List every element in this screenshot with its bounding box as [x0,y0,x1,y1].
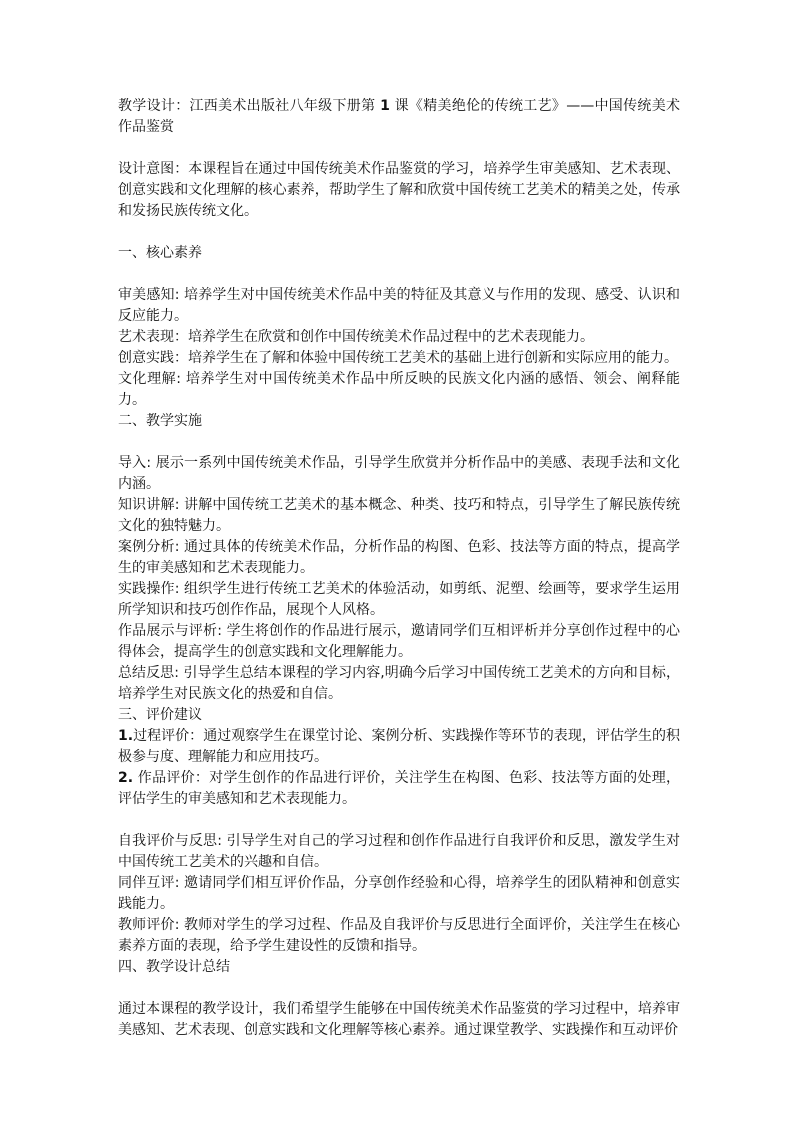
evaluation-number: 2. [118,770,134,786]
evaluation-number: 1. [118,728,134,744]
evaluation-item-process [118,726,680,768]
teaching-step-item: 作品展示与评析: 学生将创作的作品进行展示，邀请同学们互相评析并分享创作过程中的心得体会，提高学生的创意实践和文化理解能力。 [118,623,680,660]
design-intent-paragraph: 设计意图：本课程旨在通过中国传统美术作品鉴赏的学习，培养学生审美感知、艺术表现、创意实践和文化理解的核心素养，帮助学生了解和欣赏中国传统工艺美术的精美之处，传承和发扬民族传统文化。 [118,161,680,219]
section-heading-core-literacy: 一、核心素养 [118,245,202,261]
teaching-step-item: 导入: 展示一系列中国传统美术作品，引导学生欣赏并分析作品中的美感、表现手法和文化内涵。 [118,455,680,492]
teaching-step-item: 案例分析: 通过具体的传统美术作品，分析作品的构图、色彩、技法等方面的特点，提高学生的审美感知和艺术表现能力。 [118,539,680,576]
spacer [118,978,680,999]
core-literacy-item: 审美感知: 培养学生对中国传统美术作品中美的特征及其意义与作用的发现、感受、认识和反应能力。 [118,287,680,324]
spacer [118,810,680,831]
teaching-step-item: 实践操作: 组织学生进行传统工艺美术的体验活动，如剪纸、泥塑、绘画等，要求学生运用所学知识和技巧创作作品，展现个人风格。 [118,581,680,618]
spacer [118,138,680,159]
spacer [118,222,680,243]
evaluation-item: 教师评价: 教师对学生的学习过程、作品及自我评价与反思进行全面评价，关注学生在核心素养方面的表现，给予学生建设性的反馈和指导。 [118,917,680,954]
evaluation-item-work [118,768,680,810]
teaching-step-item: 总结反思: 引导学生总结本课程的学习内容,明确今后学习中国传统工艺美术的方向和目标，培养学生对民族文化的热爱和自信。 [118,665,680,702]
spacer [118,432,680,453]
evaluation-item: 同伴互评: 邀请同学们相互评价作品，分享创作经验和心得，培养学生的团队精神和创意实践能力。 [118,875,680,912]
core-literacy-item: 艺术表现：培养学生在欣赏和创作中国传统美术作品过程中的艺术表现能力。 [118,329,594,345]
spacer [118,264,680,285]
lesson-number: 1 [380,98,390,114]
section-heading-evaluation: 三、评价建议 [118,707,202,723]
summary-paragraph: 通过本课程的教学设计，我们希望学生能够在中国传统美术作品鉴赏的学习过程中，培养审美感知、艺术表现、创意实践和文化理解等核心素养。通过课堂教学、实践操作和互动评价 [118,1001,680,1038]
document-page [118,96,680,1041]
teaching-step-item: 知识讲解: 讲解中国传统工艺美术的基本概念、种类、技巧和特点，引导学生了解民族传统文化的独特魅力。 [118,497,680,534]
evaluation-text: 作品评价：对学生创作的作品进行评价，关注学生在构图、色彩、技法等方面的处理，评估学生的审美感知和艺术表现能力。 [118,770,680,807]
section-heading-summary: 四、教学设计总结 [118,959,230,975]
document-title [118,96,680,138]
evaluation-item: 自我评价与反思: 引导学生对自己的学习过程和创作作品进行自我评价和反思，激发学生对中国传统工艺美术的兴趣和自信。 [118,833,680,870]
section-heading-teaching-implementation: 二、教学实施 [118,413,202,429]
evaluation-text: 过程评价：通过观察学生在课堂讨论、案例分析、实践操作等环节的表现，评估学生的积极参与度、理解能力和应用技巧。 [118,728,680,765]
core-literacy-item: 文化理解: 培养学生对中国传统美术作品中所反映的民族文化内涵的感悟、领会、阐释能力。 [118,371,680,408]
core-literacy-item: 创意实践：培养学生在了解和体验中国传统工艺美术的基础上进行创新和实际应用的能力。 [118,350,678,366]
title-suffix: 课《精美绝伦的传统工艺》——中国传统美术作品鉴赏 [118,98,680,135]
title-prefix: 教学设计：江西美术出版社八年级下册第 [118,98,376,114]
